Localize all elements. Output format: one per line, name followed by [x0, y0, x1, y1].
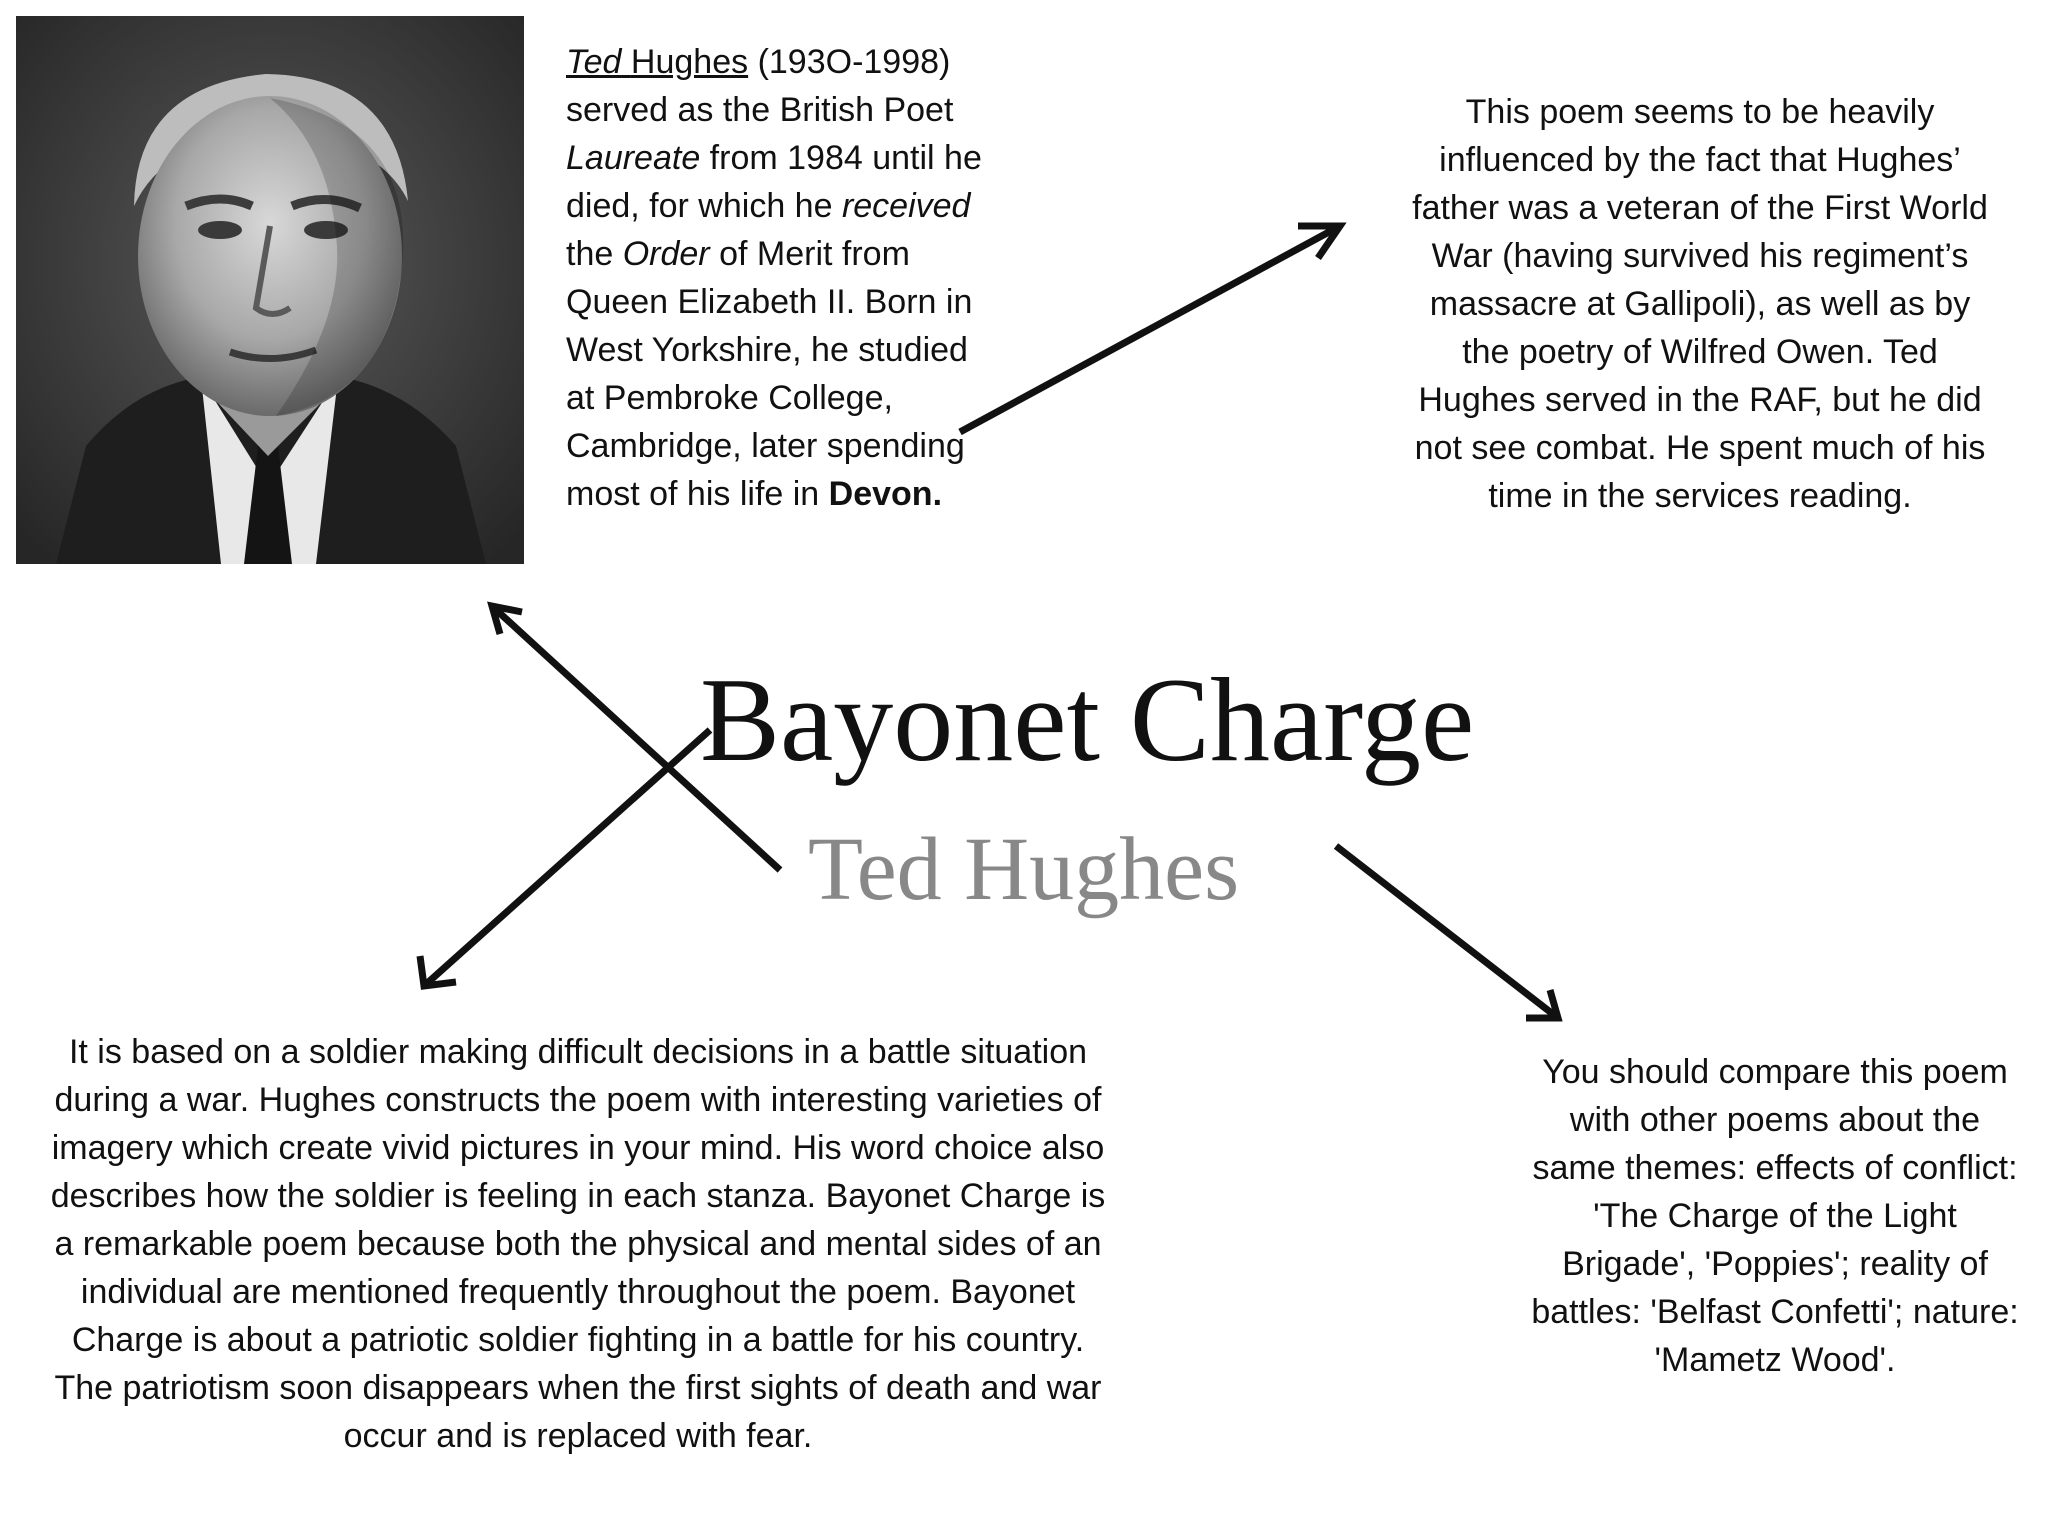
bio-text-3: the: [566, 235, 623, 273]
arrow-to-summary-icon: [420, 730, 710, 986]
bio-devon: Devon.: [828, 475, 943, 513]
arrow-to-context-icon: [960, 226, 1340, 432]
bio-text-4: of Merit from Queen Elizabeth II. Born in West Yorkshire, he studied at Pembroke College, Cambridge, later spending most of his life in: [566, 235, 973, 513]
bio-text-1: (193O-1998) served as the British Poet: [566, 43, 954, 129]
compare-poems-text: You should compare this poem with other poems about the same themes: effects of conflict: 'The Charge of the Light Brigade', 'Poppies'; reality of battles: 'Belfast Confetti'; nature: 'Mametz Wood'.: [1531, 1053, 2019, 1379]
bio-received: received: [841, 187, 971, 225]
biography-text: [566, 38, 986, 518]
war-context-text: This poem seems to be heavily influenced by the fact that Hughes’ father was a veteran of the First World War (having survived his regiment’s massacre at Gallipoli), as well as by the poetry of Wilfred Owen. Ted Hughes served in the RAF, but he did not see combat. He spent much of his time in the services reading.: [1412, 93, 1988, 515]
bio-name-first: Ted: [566, 43, 622, 81]
poem-title: Bayonet Charge: [700, 653, 1475, 786]
bio-name-last: Hughes: [630, 43, 749, 81]
ted-hughes-portrait: [16, 16, 524, 564]
arrow-to-compare-icon: [1336, 846, 1558, 1018]
bio-text-2: from 1984 until he died, for which he: [566, 139, 982, 225]
bio-laureate: Laureate: [566, 139, 701, 177]
portrait-photo-icon: [16, 16, 524, 564]
bio-order: Order: [622, 235, 710, 273]
poem-author: Ted Hughes: [808, 820, 1240, 919]
poem-summary-text: It is based on a soldier making difficult decisions in a battle situation during a war. Hughes constructs the poem with interesting varieties of imagery which create vivid pictures in your mind. His word choice also describes how the soldier is feeling in each stanza. Bayonet Charge is a remarkable poem because both the physical and mental sides of an individual are mentioned frequently throughout the poem. Bayonet Charge is about a patriotic soldier fighting in a battle for his country. The patriotism soon disappears when the first sights of death and war occur and is replaced with fear.: [50, 1033, 1106, 1455]
